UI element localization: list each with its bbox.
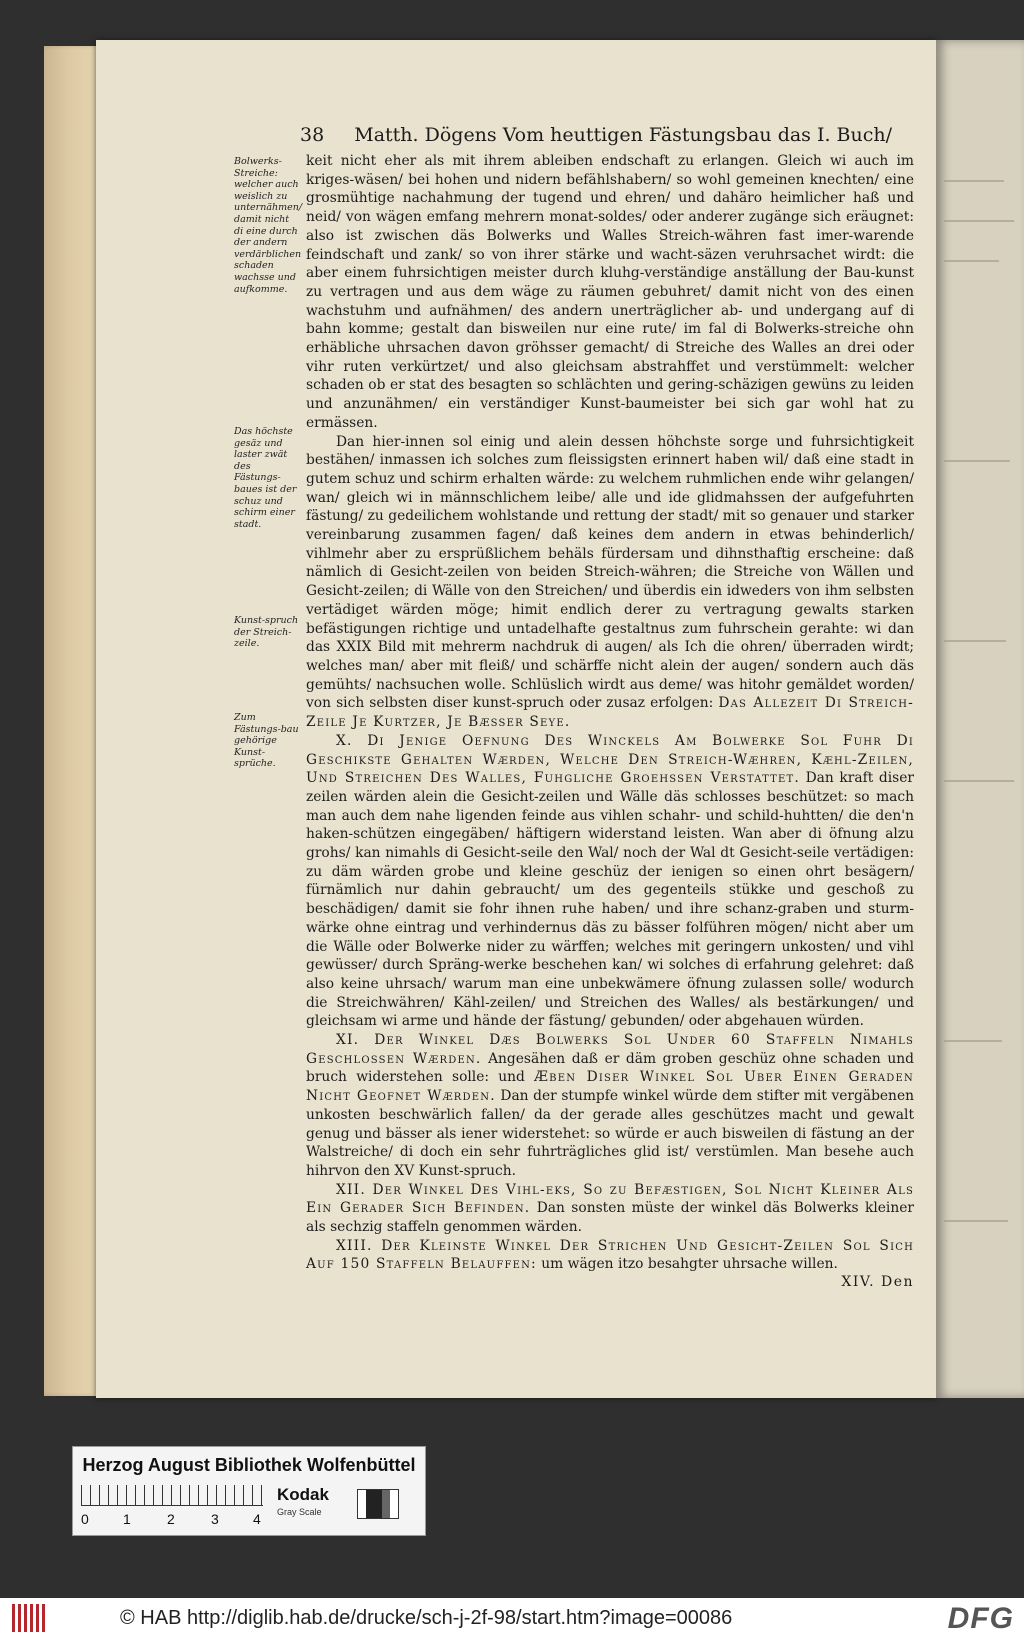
gray-scale-label: Gray Scale — [277, 1507, 322, 1517]
section-x: X. Di Jenige Oefnung Des Winckels Am Bolwerke Sol Fuhr Di Geschikste Gehalten Wærden, Welche Den Streich-Wæhren, Kæhl-Zeilen, Und Streichen Des Walles, Fuhgliche Groehssen Verstattet. Dan kraft diser zeilen wärden alein die Gesicht-zeilen und Wälle däs schlosses beschützet: so mach man auch dem nahe ligenden feinde aus vihlen schahr- und schild-huhtten/ die den'n haken-schützen eingegäben/ häftigern widerstand leisten. Wan aber di öfnung alzu grohs/ kan nimahls di Gesicht-seile den Wal/ noch der Wal dt Gesicht-seile vertädigen: zu däm wärden grobe und kleine geschüz der ienigen so einen ohrt besägern/ fürnämlich nur dahin gebraucht/ um des gegenteils stükke und geschoß zu beschädigen/ damit sie fohr ihnen ruhe haben/ und ihre schanz-graben und sturm-wärke ohne eintrag und verhindernus däs zu bässer folführen mögen/ nicht aber um die Wälle oder Bolwerke nider zu wärffen; welches mit geringern unkosten/ und vihl gewüsser/ durch Spräng-werke beschehen kan/ wi solches di erfahrung gelehret: daß also keine uhrsach/ warum man eine unbekwämere öfnung zulassen solle/ wodurch die Streichwähren/ Kähl-zeilen/ und Streichen des Walles/ als bestärkungen/ und gleichsam wi arme und hände der fästung/ gebunden/ oder abgehauen würden. — [306, 732, 914, 1030]
paragraph: Dan hier-innen sol einig und alein dessen höhchste sorge und fuhrsichtigkeit bestähen/ inmassen ich solches zum fleissigsten erinnert haben wil/ daß eine stadt in gutem schuz und schirm erhalten wärde: zu welchem ruhmlichen ende wihr gelangen/ wan/ gleich wi in männschlichem leibe/ alle und ide glidmahssen der aufgefuhrten fästung/ zu gedeilichem wohlstande und rettung der stadt/ mit so genauer und starker vereinbarung zusammen fagen/ daß keines dem andern in etwas behinderlich/ vihlmehr aber zu ersprüßlichem behäls fürdersam und dihnsthaftig erscheine: daß nämlich di Gesicht-zeilen von beiden Streich-währen; die Streiche von Wällen und Gesicht-zeilen; di Wälle von den Streichen/ und überdis ein idweders von ihm selbsten vertädiget wärden möge; himit endlich derer zu vertragung gewalts starken befästigungen richtige und untadelhafte gestaltnus zum fuhrschein gerahte: wi dan das XXIX Bild mit mehrerm nachdruk di augen/ als Ich die ohren/ überraden wirdt; welches man/ aber mit fleiß/ und schärffe nicht alein der augen/ sondern auch däs gemühts/ nachsuchen wolle. Schlüslich wirdt aus deme/ was hitohr gemäldet worden/ von sich selbsten diser kunst-spruch oder zusaz erfolgen: Das Allezeit Di Streich-Zeile Je Kurtzer, Je Bæsser Seye. — [306, 433, 914, 731]
library-label — [72, 1446, 426, 1536]
section-xii: XII. Der Winkel Des Vihl-eks, So zu Befæstigen, Sol Nicht Kleiner Als Ein Gerader Sich Befinden. Dan sonsten müste der winkel däs Bolwerks kleiner als sechzig staffeln genommen wärden. — [306, 1181, 914, 1236]
section-heading: XI. Der Winkel Dæs Bolwerks Sol Under 60 Staffeln Nimahls Geschlossen Wærden. — [306, 1032, 914, 1067]
margin-note: Zum Fästungs-bau gehörige Kunst-sprüche. — [234, 712, 299, 770]
page-number: 38 — [300, 124, 325, 146]
ruler-number: 3 — [211, 1511, 219, 1527]
running-title: Matth. Dögens Vom heuttigen Fästungsbau das I. Buch/ — [354, 124, 893, 146]
section-xiii: XIII. Der Kleinste Winkel Der Strichen Und Gesicht-Zeilen Sol Sich Auf 150 Staffeln Belauffen: um wägen itzo besahgter uhrsache willen. — [306, 1237, 914, 1273]
margin-note: Das höchste gesäz und laster zwät des Fästungs-baues ist der schuz und schirm einer stadt. — [234, 426, 297, 530]
barcode-icon — [12, 1604, 48, 1632]
section-heading: XIII. Der Kleinste Winkel Der Strichen Und Gesicht-Zeilen Sol Sich Auf 150 Staffeln Belauffen: — [306, 1237, 914, 1273]
margin-note: Kunst-spruch der Streich-zeile. — [234, 615, 299, 650]
scale-ruler — [81, 1485, 263, 1506]
margin-note: Bolwerks-Streiche: welcher auch weislich zu unternähmen/ damit nicht di eine durch der andern verdärblichen schaden wachsse und aufkomme. — [234, 156, 303, 295]
library-name: Herzog August Bibliothek Wolfenbüttel — [82, 1455, 416, 1475]
kodak-brand: Kodak — [277, 1485, 329, 1504]
footer-copyright[interactable]: © HAB http://diglib.hab.de/drucke/sch-j-2f-98/start.htm?image=00086 — [120, 1607, 733, 1629]
gray-scale-swatch — [357, 1489, 399, 1519]
paragraph: keit nicht eher als mit ihrem ableiben endschaft zu erlangen. Gleich wi auch im kriges-wäsen/ bei hohen und nidern befählshabern/ so wohl gemeinen knechten/ eine grosmühtige nachahmung der tugend und ehren/ und dahäro heimlicher haß und neid/ von wägen emfang mehrern monat-soldes/ oder anderer zugänge sich eräugnet: also ist zwischen däs Bolwerks und Walles Streich-währen fast imer-warende feindschaft und zank/ so von ihrer stärke und wacht-säzen veruhrsachet wirdt: die aber einem fuhrsichtigen meister durch kluhg-verständige anställung der Bau-kunst zu vertragen und aus dem wäge zu räumen gebuhret/ damit nicht von des einen wachstuhm und aufnähmen/ des andern unerträglicher ab- und undergang auf di bahn komme; gestalt dan bisweilen nur eine rute/ im fal di Bolwerks-streiche ohn erhäbliche uhrsachen davon gröhsser gemacht/ di Streiche des Walles an drei oder vihr ruten verkürtzet/ und also gleichsam abstrahffet und verstümmelt: welcher schaden ob er stat des besagten so schlächten und gering-schäzigen gewüns zu leiden und anzunähmen/ ein verständiger Kunst-baumeister bei sich gar wohl hat zu ermässen. — [306, 153, 914, 431]
ruler-number: 2 — [167, 1511, 175, 1527]
catchword: XIV. Den — [841, 1274, 914, 1290]
ruler-number: 0 — [81, 1511, 89, 1527]
ruler-number: 4 — [253, 1511, 261, 1527]
body-text — [306, 152, 914, 1274]
footer-bar — [0, 1598, 1024, 1637]
ruler-number: 1 — [123, 1511, 131, 1527]
maxim: Æben Diser Winkel Sol Uber Einen Geraden Nicht Geofnet Wærden. — [306, 1069, 914, 1105]
page-edge — [44, 46, 100, 1396]
facing-page — [936, 40, 1024, 1398]
section-heading: XII. Der Winkel Des Vihl-eks, So zu Befæstigen, Sol Nicht Kleiner Als Ein Gerader Sich Befinden. — [306, 1181, 914, 1217]
running-header — [300, 124, 920, 146]
dfg-logo: DFG — [947, 1602, 1014, 1635]
section-xi: XI. Der Winkel Dæs Bolwerks Sol Under 60 Staffeln Nimahls Geschlossen Wærden. Angesähen daß er däm groben geschüz ohne schaden und bruch widerstehen solle: und Æben Diser Winkel Sol Uber Einen Geraden Nicht Geofnet Wærden. Dan der stumpfe winkel würde dem stifter mit vergäbenen unkosten beschwärlich fallen/ da der gerade alles geschützes macht und gewalt genug und bässer als iener widerstehet: so würde er auch bisweilen di fästung an der Walstreiche/ di doch ein sehr fuhrträgliches glid ist/ verstümlen. Man besehe auch hihrvon den XV Kunst-spruch. — [306, 1032, 914, 1179]
maxim: Das Allezeit Di Streich-Zeile Je Kurtzer, Je Bæsser Seye. — [306, 695, 914, 731]
section-heading: X. Di Jenige Oefnung Des Winckels Am Bolwerke Sol Fuhr Di Geschikste Gehalten Wærden, Welche Den Streich-Wæhren, Kæhl-Zeilen, Und Streichen Des Walles, Fuhgliche Groehssen Verstattet. — [306, 732, 914, 787]
